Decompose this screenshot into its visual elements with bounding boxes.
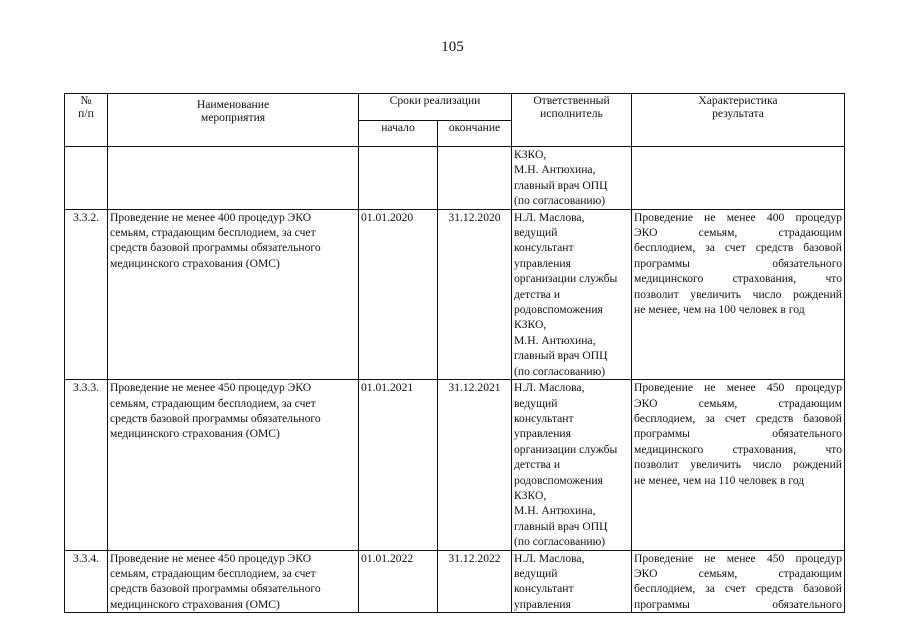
executor-line: детства и: [514, 287, 561, 301]
executor-line: консультант: [514, 582, 574, 596]
cell-name: [108, 147, 359, 210]
executor-line: КЗКО,: [514, 318, 547, 332]
executor-line: М.Н. Антюхина,: [514, 504, 596, 518]
executor-line: родовспоможения: [514, 473, 603, 487]
name-line: Проведение не менее 450 процедур ЭКО: [110, 381, 312, 395]
result-line: позволит увеличить число рождений: [634, 458, 842, 472]
result-line: ЭКО семьям, страдающим: [634, 226, 842, 240]
cell-start: [359, 147, 438, 210]
executor-line: ведущий: [514, 396, 558, 410]
cell-end: 31.12.2021: [438, 380, 512, 550]
result-line: Проведение не менее 400 процедур: [634, 210, 842, 224]
result-line: позволит увеличить число рождений: [634, 287, 842, 301]
result-line: бесплодием, за счет средств базовой: [634, 241, 842, 255]
executor-line: родовспоможения: [514, 303, 603, 317]
executor-line: главный врач ОПЦ: [514, 349, 608, 363]
executor-line: консультант: [514, 411, 574, 425]
executor-line: (по согласованию): [514, 535, 606, 549]
result-line: не менее, чем на 110 человек в год: [634, 473, 805, 487]
executor-line: управления: [514, 427, 571, 441]
executor-line: главный врач ОПЦ: [514, 519, 608, 533]
executor-line: М.Н. Антюхина,: [514, 163, 596, 177]
result-line: не менее, чем на 100 человек в год: [634, 303, 805, 317]
result-line: программы обязательного: [634, 597, 842, 611]
executor-line: Н.Л. Маслова,: [514, 210, 585, 224]
cell-start: 01.01.2020: [359, 209, 438, 379]
executor-line: управления: [514, 597, 571, 611]
executor-line: (по согласованию): [514, 364, 606, 378]
executor-line: главный врач ОПЦ: [514, 178, 608, 192]
result-line: медицинского страхования, что: [634, 442, 842, 456]
cell-name: [108, 209, 359, 379]
cell-executor: [512, 147, 632, 210]
result-line: медицинского страхования, что: [634, 272, 842, 286]
header-executor: Ответственный исполнитель: [512, 94, 632, 147]
cell-executor: [512, 380, 632, 550]
cell-num: 3.3.4.: [65, 550, 108, 613]
cell-name: [108, 380, 359, 550]
measures-table: [64, 93, 845, 613]
name-line: медицинского страхования (ОМС): [110, 256, 280, 270]
table-row-continuation: [65, 147, 845, 210]
cell-num: 3.3.3.: [65, 380, 108, 550]
name-line: семьям, страдающим бесплодием, за счет: [110, 396, 316, 410]
cell-num: 3.3.2.: [65, 209, 108, 379]
result-line: Проведение не менее 450 процедур: [634, 381, 842, 395]
executor-line: организации службы: [514, 442, 618, 456]
executor-line: управления: [514, 256, 571, 270]
result-line: Проведение не менее 450 процедур: [634, 551, 842, 565]
result-line: программы обязательного: [634, 427, 842, 441]
executor-line: КЗКО,: [514, 488, 547, 502]
name-line: семьям, страдающим бесплодием, за счет: [110, 226, 316, 240]
executor-line: ведущий: [514, 566, 558, 580]
name-line: Проведение не менее 400 процедур ЭКО: [110, 210, 312, 224]
result-line: программы обязательного: [634, 256, 842, 270]
executor-line: ведущий: [514, 226, 558, 240]
cell-executor: [512, 550, 632, 613]
result-line: бесплодием, за счет средств базовой: [634, 582, 842, 596]
table-row: [65, 550, 845, 613]
executor-line: (по согласованию): [514, 194, 606, 208]
executor-line: организации службы: [514, 272, 618, 286]
name-line: средств базовой программы обязательного: [110, 241, 321, 255]
table-row: [65, 209, 845, 379]
header-name: Наименование мероприятия: [108, 94, 359, 147]
name-line: семьям, страдающим бесплодием, за счет: [110, 566, 316, 580]
executor-line: КЗКО,: [514, 148, 547, 161]
header-terms: Сроки реализации: [359, 94, 512, 121]
executor-line: М.Н. Антюхина,: [514, 333, 596, 347]
result-line: ЭКО семьям, страдающим: [634, 396, 842, 410]
name-line: Проведение не менее 450 процедур ЭКО: [110, 551, 312, 565]
cell-end: 31.12.2022: [438, 550, 512, 613]
cell-result: [632, 209, 845, 379]
cell-end: 31.12.2020: [438, 209, 512, 379]
executor-line: консультант: [514, 241, 574, 255]
result-line: бесплодием, за счет средств базовой: [634, 411, 842, 425]
cell-end: [438, 147, 512, 210]
header-start: начало: [359, 121, 438, 147]
header-num: № п/п: [65, 94, 108, 147]
name-line: медицинского страхования (ОМС): [110, 427, 280, 441]
name-line: средств базовой программы обязательного: [110, 582, 321, 596]
page-number: 105: [441, 39, 464, 55]
executor-line: детства и: [514, 458, 561, 472]
executor-line: Н.Л. Маслова,: [514, 551, 585, 565]
cell-name: [108, 550, 359, 613]
result-line: ЭКО семьям, страдающим: [634, 566, 842, 580]
cell-start: 01.01.2021: [359, 380, 438, 550]
executor-line: Н.Л. Маслова,: [514, 381, 585, 395]
name-line: средств базовой программы обязательного: [110, 411, 321, 425]
header-end: окончание: [438, 121, 512, 147]
cell-num: [65, 147, 108, 210]
name-line: медицинского страхования (ОМС): [110, 597, 280, 611]
cell-result: [632, 380, 845, 550]
cell-executor: [512, 209, 632, 379]
header-result: Характеристика результата: [632, 94, 845, 147]
cell-result: [632, 147, 845, 210]
cell-result: [632, 550, 845, 613]
table-row: [65, 380, 845, 550]
cell-start: 01.01.2022: [359, 550, 438, 613]
